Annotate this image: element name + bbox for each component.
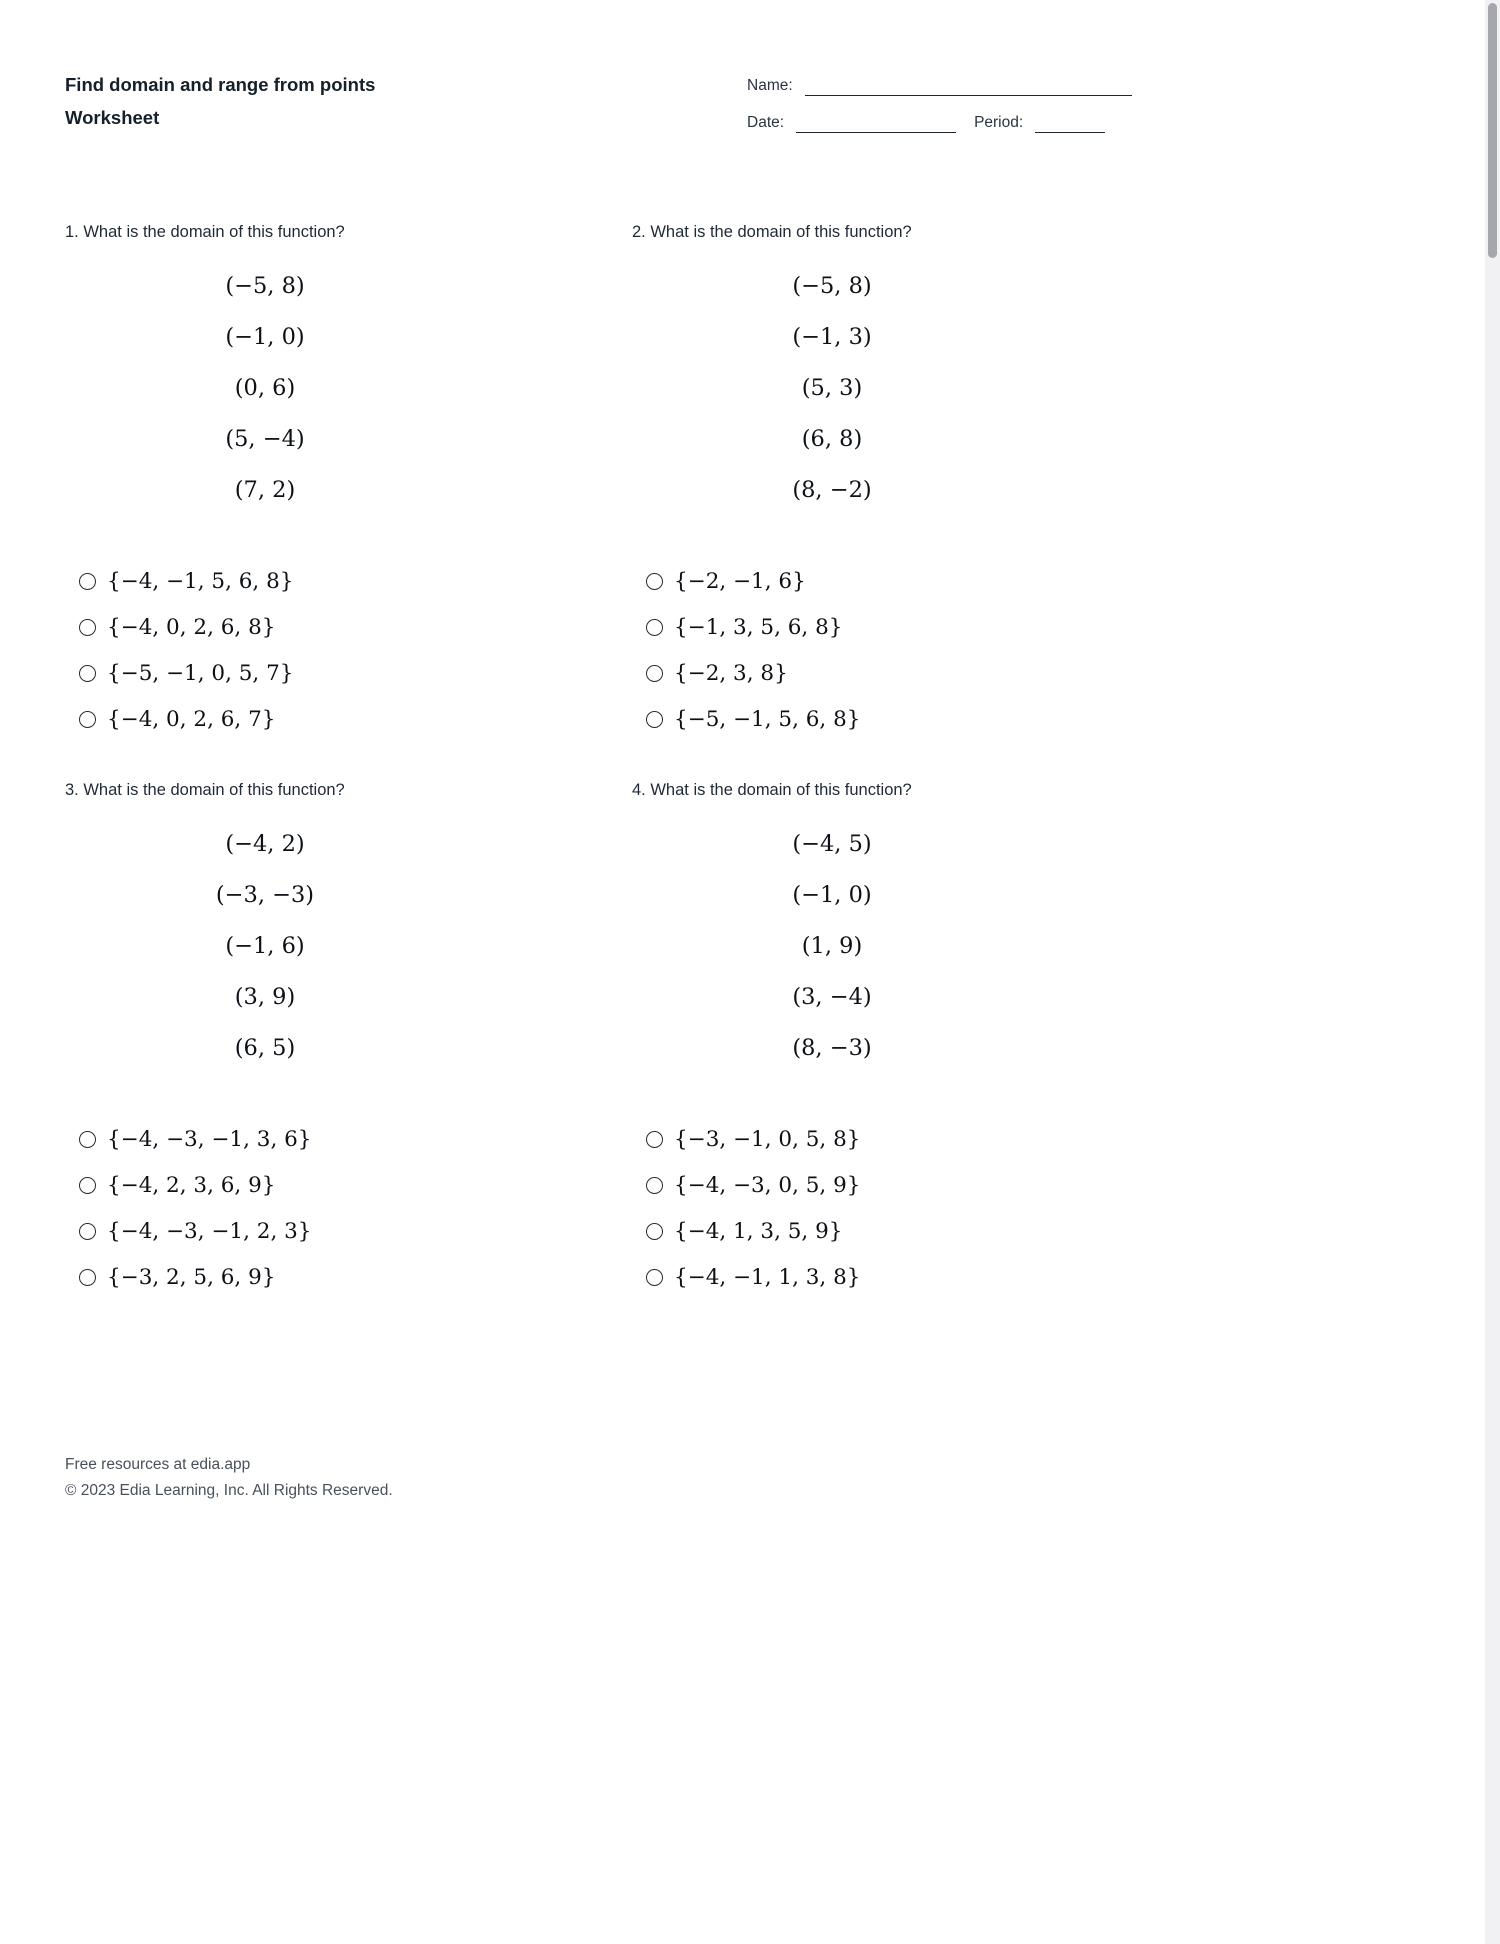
radio-icon[interactable]: [79, 665, 96, 682]
answer-option[interactable]: [65, 696, 565, 742]
radio-icon[interactable]: [79, 1223, 96, 1240]
point: (−1, 6): [225, 933, 305, 959]
question-4-prompt: 4. What is the domain of this function?: [632, 781, 912, 799]
radio-icon[interactable]: [646, 711, 663, 728]
option-text: {−4, 2, 3, 6, 9}: [107, 1172, 276, 1198]
option-text: {−4, 1, 3, 5, 9}: [674, 1218, 843, 1244]
question-2-options: [632, 558, 1132, 742]
option-text: {−2, −1, 6}: [674, 568, 806, 594]
question-2-points: [632, 261, 1032, 516]
question-1-options: [65, 558, 565, 742]
name-field-row: [747, 76, 1132, 96]
question-4-points: [632, 819, 1032, 1074]
question-4: [632, 778, 1132, 1300]
answer-option[interactable]: [65, 558, 565, 604]
answer-option[interactable]: [632, 604, 1132, 650]
option-text: {−4, −1, 5, 6, 8}: [107, 568, 294, 594]
point: (−4, 2): [225, 831, 305, 857]
answer-option[interactable]: [65, 604, 565, 650]
answer-option[interactable]: [65, 1116, 565, 1162]
radio-icon[interactable]: [646, 665, 663, 682]
point: (8, −3): [792, 1035, 872, 1061]
question-2-prompt: 2. What is the domain of this function?: [632, 223, 912, 241]
option-text: {−4, −1, 1, 3, 8}: [674, 1264, 861, 1290]
point: (−5, 8): [225, 273, 305, 299]
answer-option[interactable]: [632, 1208, 1132, 1254]
name-label: Name:: [747, 77, 793, 94]
footer-resources-text: Free resources at edia.app: [65, 1456, 251, 1473]
question-3-points: [65, 819, 465, 1074]
point: (3, −4): [792, 984, 872, 1010]
point: (−1, 0): [792, 882, 872, 908]
point: (−1, 3): [792, 324, 872, 350]
question-1: [65, 220, 565, 742]
point: (−1, 0): [225, 324, 305, 350]
radio-icon[interactable]: [646, 1131, 663, 1148]
point: (7, 2): [234, 477, 296, 503]
point: (0, 6): [234, 375, 296, 401]
answer-option[interactable]: [632, 1116, 1132, 1162]
point: (3, 9): [234, 984, 296, 1010]
period-blank-line: [1035, 115, 1105, 133]
answer-option[interactable]: [65, 1254, 565, 1300]
answer-option[interactable]: [632, 1162, 1132, 1208]
date-label: Date:: [747, 114, 785, 131]
radio-icon[interactable]: [646, 1223, 663, 1240]
answer-option[interactable]: [65, 1208, 565, 1254]
option-text: {−2, 3, 8}: [674, 660, 788, 686]
page-title: [65, 68, 375, 134]
radio-icon[interactable]: [79, 1131, 96, 1148]
worksheet-header: [65, 68, 1132, 134]
question-3: [65, 778, 565, 1300]
point: (−3, −3): [215, 882, 315, 908]
point: (5, −4): [225, 426, 305, 452]
option-text: {−4, −3, −1, 3, 6}: [107, 1126, 312, 1152]
name-blank-line: [805, 78, 1132, 96]
option-text: {−5, −1, 5, 6, 8}: [674, 706, 861, 732]
question-1-prompt: 1. What is the domain of this function?: [65, 223, 345, 241]
option-text: {−3, 2, 5, 6, 9}: [107, 1264, 276, 1290]
period-label: Period:: [974, 114, 1024, 131]
radio-icon[interactable]: [79, 573, 96, 590]
radio-icon[interactable]: [646, 1269, 663, 1286]
point: (6, 8): [801, 426, 863, 452]
question-3-options: [65, 1116, 565, 1300]
point: (−5, 8): [792, 273, 872, 299]
point: (5, 3): [801, 375, 863, 401]
worksheet-page: [65, 68, 1132, 1504]
date-blank-line: [796, 115, 956, 133]
option-text: {−4, −3, −1, 2, 3}: [107, 1218, 312, 1244]
radio-icon[interactable]: [646, 573, 663, 590]
radio-icon[interactable]: [79, 619, 96, 636]
option-text: {−5, −1, 0, 5, 7}: [107, 660, 294, 686]
answer-option[interactable]: [632, 558, 1132, 604]
answer-option[interactable]: [632, 696, 1132, 742]
point: (−4, 5): [792, 831, 872, 857]
point: (1, 9): [801, 933, 863, 959]
scrollbar-track[interactable]: [1485, 0, 1500, 1944]
question-3-prompt: 3. What is the domain of this function?: [65, 781, 345, 799]
question-2: [632, 220, 1132, 742]
page-footer: [65, 1452, 1132, 1504]
radio-icon[interactable]: [646, 619, 663, 636]
radio-icon[interactable]: [79, 711, 96, 728]
scrollbar-thumb[interactable]: [1488, 3, 1497, 258]
point: (8, −2): [792, 477, 872, 503]
student-fields: [747, 68, 1132, 134]
answer-option[interactable]: [65, 1162, 565, 1208]
date-period-row: [747, 113, 1132, 133]
questions-grid: [65, 220, 1132, 1300]
title-line-2: Worksheet: [65, 107, 160, 128]
option-text: {−1, 3, 5, 6, 8}: [674, 614, 843, 640]
radio-icon[interactable]: [646, 1177, 663, 1194]
option-text: {−4, −3, 0, 5, 9}: [674, 1172, 861, 1198]
footer-copyright-text: © 2023 Edia Learning, Inc. All Rights Reserved.: [65, 1482, 393, 1499]
answer-option[interactable]: [632, 650, 1132, 696]
title-line-1: Find domain and range from points: [65, 74, 376, 95]
point: (6, 5): [234, 1035, 296, 1061]
radio-icon[interactable]: [79, 1177, 96, 1194]
option-text: {−4, 0, 2, 6, 7}: [107, 706, 276, 732]
question-4-options: [632, 1116, 1132, 1300]
radio-icon[interactable]: [79, 1269, 96, 1286]
answer-option[interactable]: [65, 650, 565, 696]
option-text: {−3, −1, 0, 5, 8}: [674, 1126, 861, 1152]
answer-option[interactable]: [632, 1254, 1132, 1300]
option-text: {−4, 0, 2, 6, 8}: [107, 614, 276, 640]
question-1-points: [65, 261, 465, 516]
